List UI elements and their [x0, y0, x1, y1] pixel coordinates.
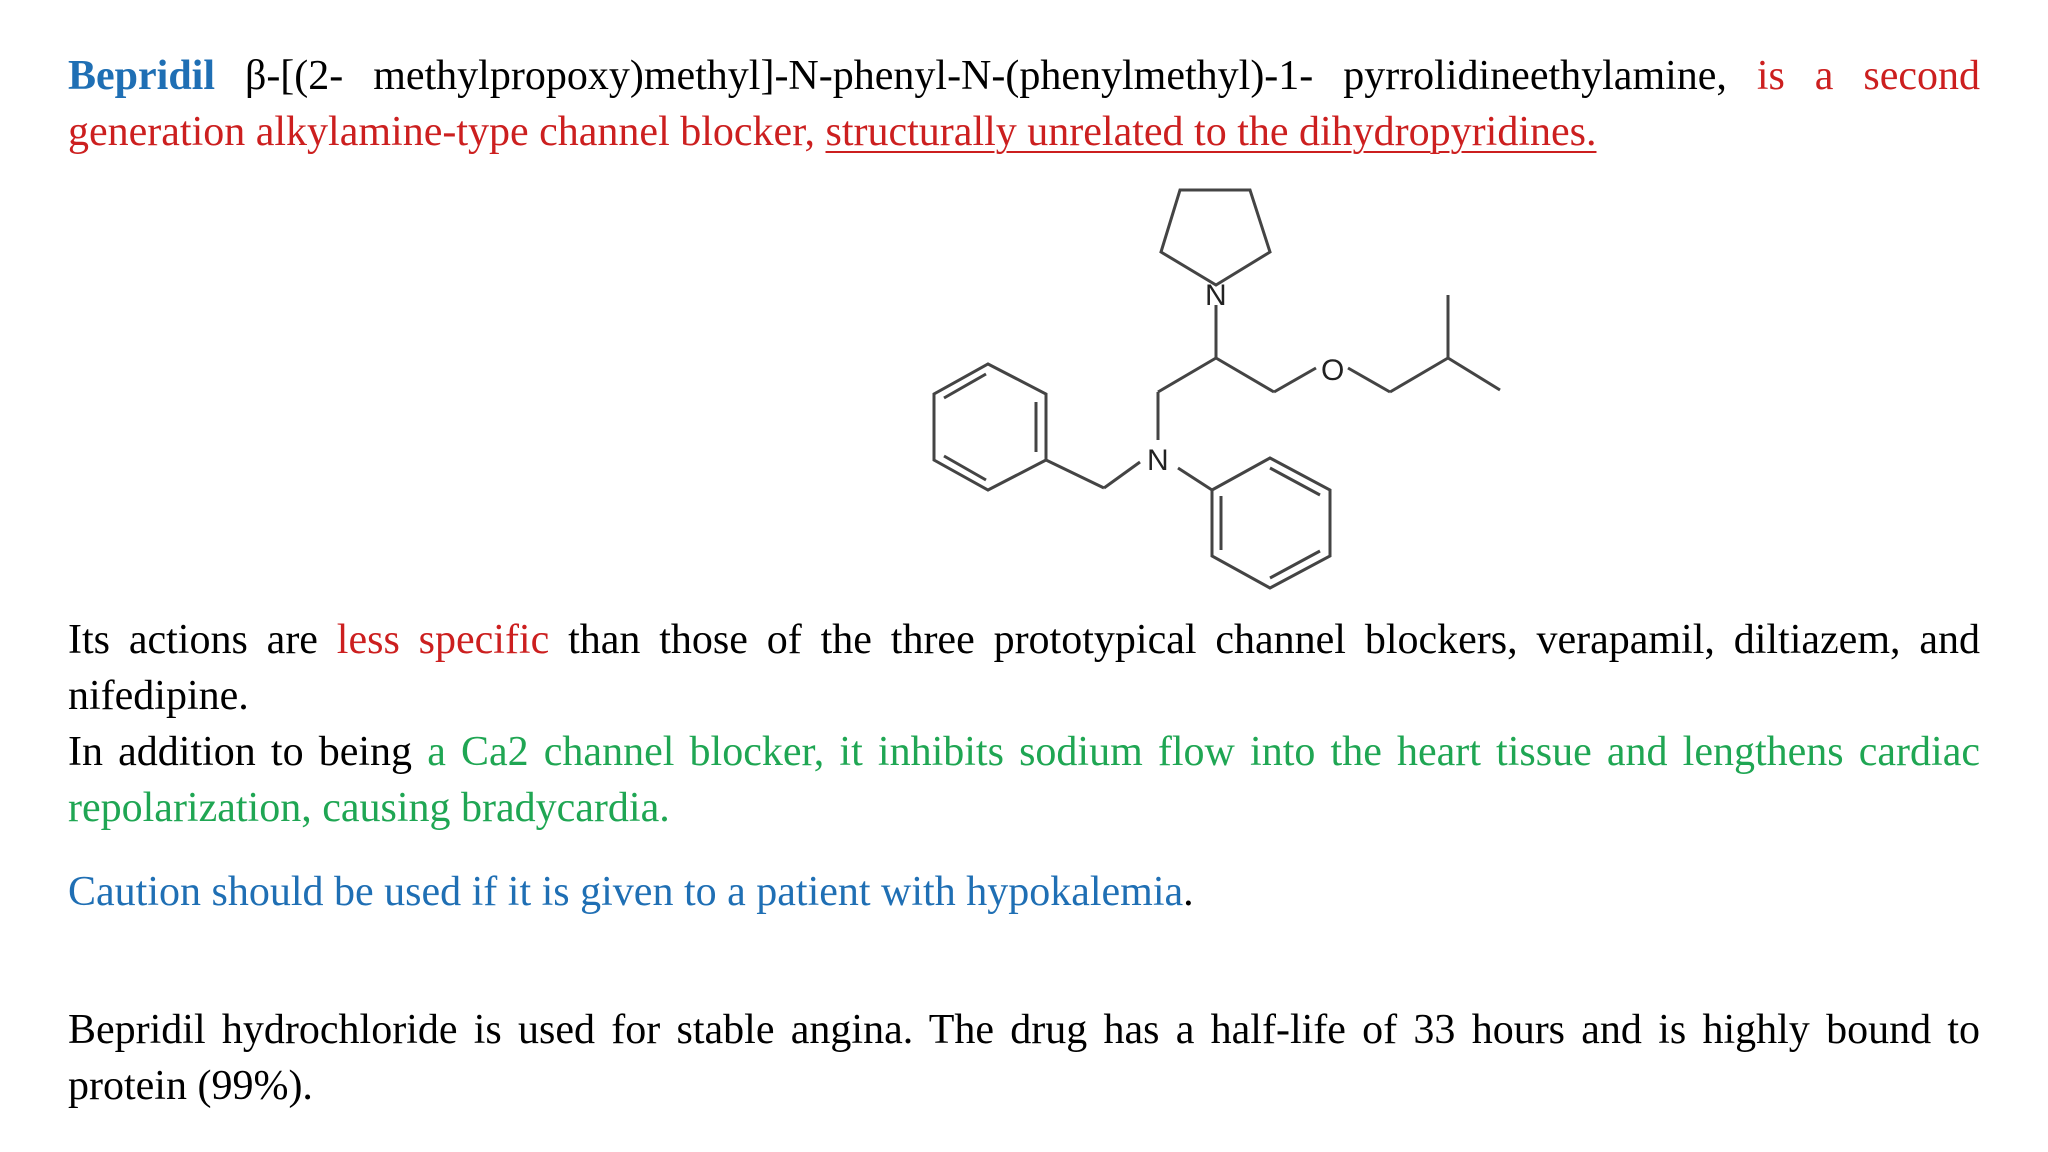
usage-paragraph	[68, 1002, 1980, 1114]
pyrrolidine-ring	[1161, 190, 1270, 285]
caution-paragraph	[68, 864, 1980, 920]
atom-o-label: O	[1321, 354, 1345, 387]
classification-text: is a second generation alkylamine-type channel blocker,	[68, 53, 1980, 155]
bond-o-ch2	[1348, 368, 1390, 392]
caution-period: .	[1183, 869, 1194, 915]
less-specific-highlight: less specific	[336, 617, 550, 663]
bond-ch-ch2-ether	[1216, 358, 1274, 392]
actions-text-start: Its actions are	[68, 617, 337, 663]
bond-n-phenyl	[1178, 468, 1212, 490]
mechanism-highlight: a Ca2 channel blocker, it inhibits sodium flow into the heart tissue and lengthens cardiac repolarization, causing bradycardia.	[68, 729, 1980, 831]
structural-note: structurally unrelated to the dihydropyridines.	[825, 109, 1597, 155]
bond-ch2-o	[1274, 368, 1316, 392]
actions-paragraph	[68, 612, 1980, 836]
atom-n-ring-label: N	[1205, 279, 1227, 312]
bepridil-structure-diagram	[910, 180, 1530, 600]
bond-benzyl-ring	[1046, 460, 1104, 488]
addition-text-start: In addition to being	[68, 729, 428, 775]
atom-n-amine-label: N	[1147, 444, 1169, 477]
bond-ch2-ch-iso	[1390, 358, 1448, 392]
phenyl-benzene-ring	[1212, 458, 1330, 588]
chemical-name: β-[(2- methylpropoxy)methyl]-N-phenyl-N-(phenylmethyl)-1- pyrrolidineethylamine,	[215, 53, 1757, 99]
caution-text: Caution should be used if it is given to a patient with hypokalemia	[68, 869, 1184, 915]
usage-text: Bepridil hydrochloride is used for stable angina. The drug has a half-life of 33 hours and is highly bound to protein (99%).	[68, 1007, 1980, 1109]
bond-iso-methyl-right	[1448, 358, 1500, 390]
drug-name: Bepridil	[68, 53, 216, 99]
intro-paragraph	[68, 48, 1980, 160]
benzyl-benzene-ring	[934, 364, 1046, 490]
bond-n-benzyl	[1104, 462, 1140, 488]
actions-text-end: than those of the three prototypical channel blockers, verapamil, diltiazem, and nifedipine.	[68, 617, 1980, 719]
bond-ch-ch2	[1158, 358, 1216, 392]
